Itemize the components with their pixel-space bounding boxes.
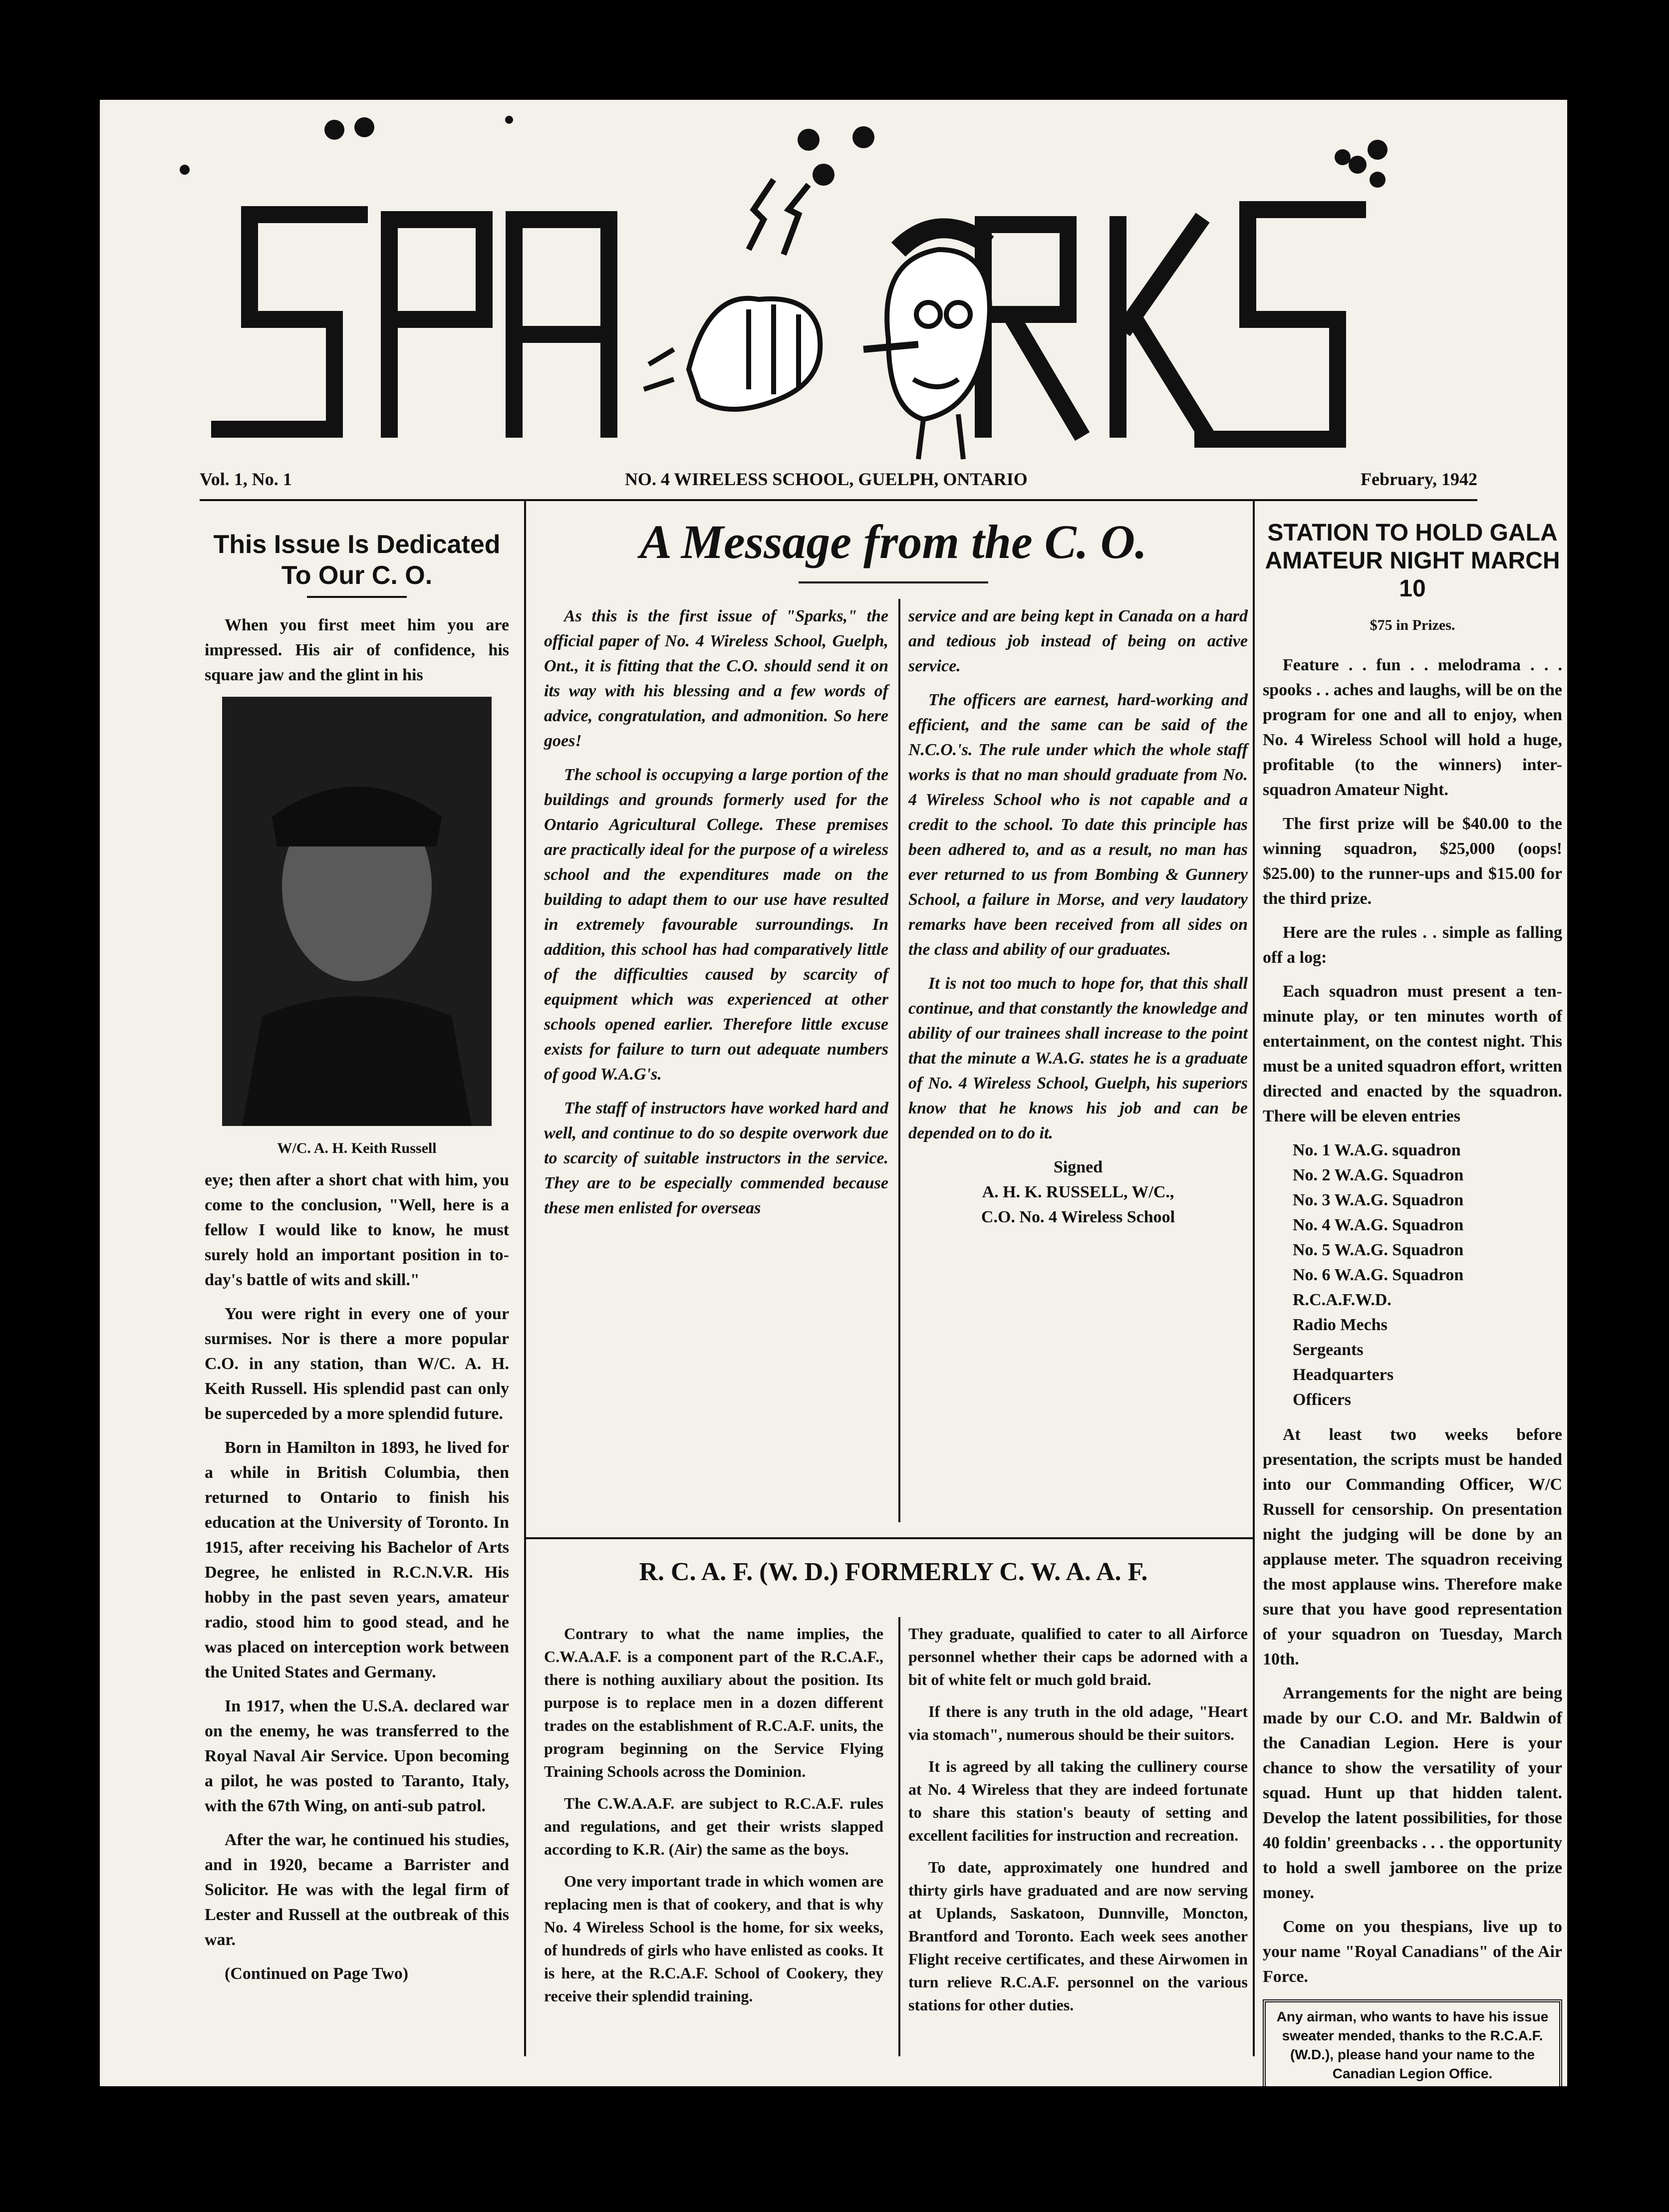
- list-item: R.C.A.F.W.D.: [1293, 1291, 1391, 1309]
- rcaf-paragraph-4: They graduate, qualified to cater to all Airforce personnel whether their caps be adorned with a bit of white felt or much gold braid.: [908, 1625, 1248, 1688]
- list-item: Sergeants: [1293, 1341, 1364, 1359]
- list-item: No. 4 W.A.G. Squadron: [1293, 1216, 1464, 1234]
- column-rule-4: [898, 1617, 900, 2056]
- logo-dots: [180, 116, 1388, 188]
- message-paragraph-1: As this is the first issue of "Sparks," the official paper of No. 4 Wireless School, Guelph, Ont., it is fitting that the C.O. should send it on its way with his blessing and a few words of advice, congratulation, and admonition. So here goes!: [544, 607, 888, 750]
- column-rule-3: [898, 599, 900, 1522]
- fist-face-cartoon: [644, 180, 990, 459]
- portrait-image: [222, 697, 492, 1126]
- rcaf-paragraph-5: If there is any truth in the old adage, "Heart via stomach", numerous should be their suitors.: [908, 1702, 1248, 1743]
- rcaf-column-left: [544, 1622, 883, 2016]
- list-item: No. 6 W.A.G. Squadron: [1293, 1266, 1464, 1284]
- issue-date: February, 1942: [1361, 469, 1477, 489]
- message-column-right: [908, 604, 1248, 1230]
- message-paragraph-4: service and are being kept in Canada on a hard and tedious job instead of being on active service.: [908, 607, 1248, 675]
- rcaf-paragraph-6: It is agreed by all taking the cullinery course at No. 4 Wireless that they are indeed fortunate to share this station's beauty of setting and excellent facilities for instruction and recreation.: [908, 1757, 1248, 1844]
- message-title-rule: [799, 581, 988, 583]
- gala-paragraph-7: Come on you thespians, live up to your name "Royal Canadians" of the Air Force.: [1263, 1918, 1562, 1986]
- gala-column: [1263, 514, 1562, 2086]
- message-column-left: [544, 604, 888, 1230]
- column-rule-1: [524, 499, 526, 2056]
- list-item: Radio Mechs: [1293, 1316, 1388, 1334]
- gala-headline: STATION TO HOLD GALA AMATEUR NIGHT MARCH 10: [1265, 520, 1560, 602]
- list-item: Headquarters: [1293, 1366, 1394, 1384]
- list-item: No. 3 W.A.G. Squadron: [1293, 1191, 1464, 1209]
- list-item: No. 5 W.A.G. Squadron: [1293, 1241, 1464, 1259]
- dedication-paragraph-1: When you first meet him you are impressed. His air of confidence, his square jaw and the glint in his: [205, 616, 509, 684]
- signature-line-2: C.O. No. 4 Wireless School: [981, 1208, 1175, 1226]
- gala-paragraph-6: Arrangements for the night are being made by our C.O. and Mr. Baldwin of the Canadian Legion. Here is your chance to show the versatility of your squad. Hunt up that hidden talent. Develop the latent possibilities, for those 40 foldin' greenbacks . . . the opportunity to hold a swell jamboree on the prize money.: [1263, 1684, 1562, 1902]
- rcaf-column-right: [908, 1622, 1248, 2025]
- headline-rule: [307, 596, 407, 598]
- sweater-notice-box: Any airman, who wants to have his issue sweater mended, thanks to the R.C.A.F. (W.D.), please hand your name to the Canadian Legion Office.: [1263, 1999, 1562, 2086]
- signature-line-1: A. H. K. RUSSELL, W/C.,: [982, 1183, 1174, 1201]
- gala-paragraph-1: Feature . . fun . . melodrama . . . spooks . . aches and laughs, will be on the program for one and all to enjoy, when No. 4 Wireless School will hold a huge, profitable (to the winners) inter-squadron Amateur Night.: [1263, 656, 1562, 799]
- message-paragraph-5: The officers are earnest, hard-working and efficient, and the same can be said of the N.C.O.'s. The rule under which the whole staff works is that no man should graduate from No. 4 Wireless School who is not capable and a credit to the school. To date this principle has been adhered to, and as a result, no man has ever returned to us from Bombing & Gunnery School, a failure in Morse, and very laudatory remarks have been received from all sides on the class and ability of our graduates.: [908, 691, 1248, 959]
- school-name: NO. 4 WIRELESS SCHOOL, GUELPH, ONTARIO: [624, 469, 1028, 489]
- message-paragraph-6: It is not too much to hope for, that this shall continue, and that constantly the knowledge and ability of our trainees shall increase to the point that the minute a W.A.G. states he is a graduate of No. 4 Wireless School, Guelph, his superiors know that he knows his job and can be depended on to do it.: [908, 974, 1248, 1142]
- dedication-paragraph-4: Born in Hamilton in 1893, he lived for a while in British Columbia, then returned to Ontario to finish his education at the University of Toronto. In 1915, after receiving his Bachelor of Arts Degree, he enlisted in R.C.N.V.R. His hobby in the past seven years, amateur radio, stood him to good stead, and he was placed on interception work between the United States and Germany.: [205, 1438, 509, 1681]
- photo-caption: W/C. A. H. Keith Russell: [277, 1140, 437, 1156]
- rcaf-paragraph-3: One very important trade in which women are replacing men is that of cookery, and that is why No. 4 Wireless School is the home, for six weeks, of hundreds of girls who have enlisted as cooks. It is here, at the R.C.A.F. School of Cookery, they receive their splendid training.: [544, 1872, 883, 2005]
- gala-paragraph-3: Here are the rules . . simple as falling off a log:: [1263, 923, 1562, 967]
- gala-paragraph-5: At least two weeks before presentation, the scripts must be handed into our Commanding Officer, W/C Russell for censorship. On presentation night the judging will be done by an applause meter. The squadron receiving the most applause wins. Therefore make sure that you have good representation of your squadron on Tuesday, March 10th.: [1263, 1425, 1562, 1668]
- co-portrait-photo: [222, 697, 492, 1126]
- dedication-paragraph-5: In 1917, when the U.S.A. declared war on the enemy, he was transferred to the Royal Naval Air Service. Upon becoming a pilot, he was posted to Taranto, Italy, with the 67th Wing, on anti-sub patrol.: [205, 1697, 509, 1815]
- message-paragraph-3: The staff of instructors have worked hard and well, and continue to do so despite overwork due to scarcity of suitable instructors in the service. They are to be especially commended because these men enlisted for overseas: [544, 1099, 888, 1217]
- list-item: No. 2 W.A.G. Squadron: [1293, 1166, 1464, 1184]
- dedication-paragraph-2: eye; then after a short chat with him, you come to the conclusion, "Well, here is a fellow I would like to know, he must surely hold an important position in to-day's battle of wits and skill.": [205, 1171, 509, 1289]
- dedication-column: [205, 509, 509, 1995]
- signed-label: Signed: [1053, 1158, 1103, 1176]
- message-headline: A Message from the C. O.: [639, 515, 1147, 568]
- rcaf-paragraph-2: The C.W.A.A.F. are subject to R.C.A.F. rules and regulations, and get their wrists slapped according to K.R. (Air) the same as the boys.: [544, 1794, 883, 1858]
- dedication-headline: This Issue Is Dedicated To Our C. O.: [213, 530, 501, 590]
- rcaf-paragraph-7: To date, approximately one hundred and thirty girls have graduated and are now serving at Uplands, Saskatoon, Dunnville, Moncton, Brantford and Toronto. Each week sees another Flight receive certificates, and these Airwomen in turn relieve R.C.A.F. personnel on the various stations for other duties.: [908, 1858, 1248, 2014]
- gala-paragraph-4: Each squadron must present a ten-minute play, or ten minutes worth of entertainment, on the contest night. This must be a united squadron effort, written directed and enacted by the squadron. There will be eleven entries: [1263, 982, 1562, 1125]
- rcaf-headline: R. C. A. F. (W. D.) FORMERLY C. W. A. A. F.: [639, 1558, 1148, 1586]
- section-rule: [524, 1537, 1253, 1539]
- prizes-subhead: $75 in Prizes.: [1370, 617, 1455, 633]
- message-paragraph-2: The school is occupying a large portion of the buildings and grounds formerly used for the Ontario Agricultural College. These premises are practically ideal for the purpose of a wireless school and the expenditures made on the building to adapt them to our use have resulted in extremely favourable surroundings. In addition, this school has had comparatively little of the difficulties caused by scarcity of equipment which was experienced at other schools opened earlier. Therefore little excuse exists for failure to turn out adequate numbers of good W.A.G's.: [544, 766, 888, 1084]
- continued-note: (Continued on Page Two): [225, 1964, 409, 1983]
- sparks-logo: [100, 100, 1567, 479]
- column-rule-2: [1253, 499, 1255, 2056]
- newspaper-page: [100, 100, 1567, 2086]
- entries-list: [1293, 1138, 1562, 1412]
- dedication-paragraph-3: You were right in every one of your surmises. Nor is there a more popular C.O. in any station, than W/C. A. H. Keith Russell. His splendid past can only be superceded by a more splendid future.: [205, 1305, 509, 1423]
- rcaf-paragraph-1: Contrary to what the name implies, the C.W.A.A.F. is a component part of the R.C.A.F., there is nothing auxiliary about the position. Its purpose is to replace men in a dozen different trades on the establishment of R.C.A.F. units, the program beginning on the Service Flying Training Schools across the Dominion.: [544, 1625, 883, 1780]
- list-item: No. 1 W.A.G. squadron: [1293, 1141, 1461, 1159]
- issue-info-row: [200, 459, 1477, 501]
- gala-paragraph-2: The first prize will be $40.00 to the winning squadron, $25,000 (oops! $25.00) to the runner-ups and $15.00 for the third prize.: [1263, 815, 1562, 908]
- dedication-paragraph-6: After the war, he continued his studies, and in 1920, became a Barrister and Solicitor. He was with the legal firm of Lester and Russell at the outbreak of this war.: [205, 1831, 509, 1949]
- volume-number: Vol. 1, No. 1: [200, 469, 292, 489]
- masthead: [100, 100, 1567, 479]
- list-item: Officers: [1293, 1390, 1352, 1409]
